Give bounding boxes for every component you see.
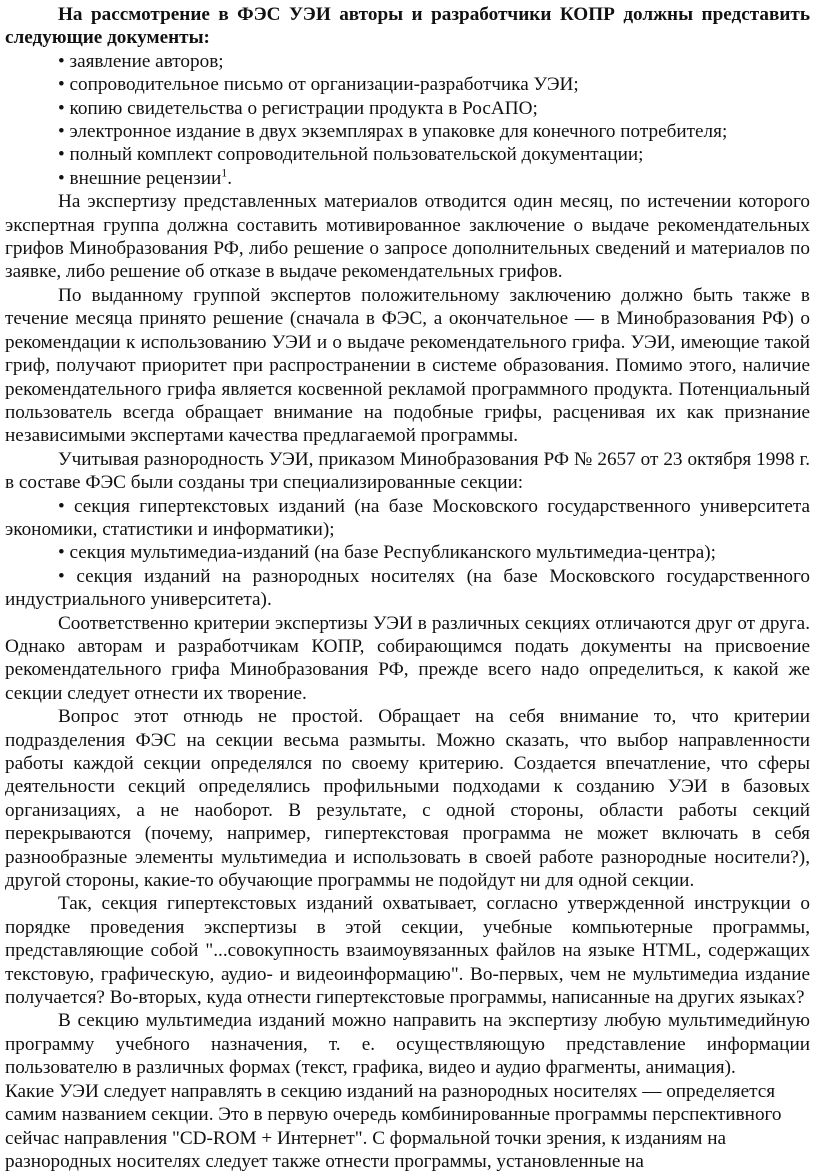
paragraph-hypertext: Так, секция гипертекстовых изданий охватывает, согласно утвержденной инструкции о порядке проведения экспертизы в этой секции, учебные компьютерные программы, представляющие собой "...совокупность взаимоувязанных файлов на языке HTML, содержащих текстовую, графическую, аудио- и видеоинформацию". Во-первых, чем не мультимедиа издание получается? Во-вторых, куда отнести гипертекстовые программы, написанные на других языках? [5, 893, 810, 1009]
bullet: • [58, 565, 65, 587]
paragraph-recommendation: По выданному группой экспертов положительному заключению должно быть также в течение месяца принято решение (сначала в ФЭС, а окончательное — в Минобразования РФ) о рекомендации к использованию УЭИ и о выдаче рекомендательного грифа. УЭИ, имеющие такой гриф, получают приоритет при распространении в системе образования. Помимо этого, наличие рекомендательного грифа является косвенной рекламой программного продукта. Потенциальный пользователь всегда обращает внимание на подобные грифы, расценивая их как признание независимыми экспертами качества предлагаемой программы. [5, 284, 810, 447]
paragraph-multimedia: В секцию мультимедиа изданий можно направить на экспертизу любую мультимедийную программу учебного назначения, т. е. осуществляющую представление информации пользователю в различных формах (текст, графика, видео и аудио фрагменты, анимация). [5, 1010, 810, 1079]
bullet: • [58, 495, 65, 517]
document-item: • полный комплект сопроводительной пользовательской документации; [58, 144, 644, 166]
paragraph-heterogeneous: Какие УЭИ следует направлять в секцию изданий на разнородных носителях — определяется самим названием секции. Это в первую очередь комбинированные программы перспективного сейчас направления "CD-ROM + Интернет". С формальной точки зрения, к изданиям на разнородных носителях следует также отнести программы, установленные на [5, 1080, 782, 1172]
document-page [0, 3, 816, 1172]
section-item: • секция изданий на разнородных носителях (на базе Московского государственного индустриального университета). [5, 565, 811, 611]
bullet: • [58, 97, 65, 119]
documents-heading: На рассмотрение в ФЭС УЭИ авторы и разработчики КОПР должны представить следующие документы: [5, 4, 810, 49]
footnote-ref[interactable]: 1 [221, 165, 228, 180]
document-item: • электронное издание в двух экземплярах в упаковке для конечного потребителя; [58, 121, 728, 143]
paragraph-review-period: На экспертизу представленных материалов отводится один месяц, по истечении которого экспертная группа должна составить мотивированное заключение о выдаче рекомендательных грифов Минобразования РФ, либо решение о запросе дополнительных сведений и материалов по заявке, либо решение об отказе в выдаче рекомендательных грифов. [5, 191, 810, 283]
bullet: • [58, 542, 65, 564]
document-item: • сопроводительное письмо от организации-разработчика УЭИ; [58, 74, 579, 96]
document-item: • заявление авторов; [58, 50, 224, 72]
bullet: • [58, 74, 65, 96]
bullet: • [58, 121, 65, 143]
paragraph-criteria: Соответственно критерии экспертизы УЭИ в различных секциях отличаются друг от друга. Однако авторам и разработчикам КОПР, собирающимся подать документы на присвоение рекомендательного грифа Минобразования РФ, прежде всего надо определиться, к какой же секции следует отнести их творение. [5, 612, 810, 704]
paragraph-sections-intro: Учитывая разнородность УЭИ, приказом Минобразования РФ № 2657 от 23 октября 1998 г. в составе ФЭС были созданы три специализированные секции: [5, 448, 810, 494]
bullet: • [58, 167, 65, 189]
document-item: • копию свидетельства о регистрации продукта в РосАПО; [58, 97, 538, 119]
document-item: • внешние рецензии$^1$. [58, 165, 233, 189]
paragraph-question: Вопрос этот отнюдь не простой. Обращает на себя внимание то, что критерии подразделения ФЭС на секции весьма размыты. Можно сказать, что выбор направленности работы каждой секции определялся по своему критерию. Создается впечатление, что сферы деятельности секций определялись профильными подходами к созданию УЭИ в базовых организациях, а не наоборот. В результате, с одной стороны, области работы секций перекрываются (почему, например, гипертекстовая программа не может включать в себя разнообразные элементы мультимедиа и использовать в своей работе разнородные носители?), другой стороны, какие-то обучающие программы не подойдут ни для одной секции. [5, 706, 810, 892]
bullet: • [58, 144, 65, 166]
section-item: • секция гипертекстовых изданий (на базе Московского государственного университета экономики, статистики и информатики); [5, 495, 811, 540]
section-item: • секция мультимедиа-изданий (на базе Республиканского мультимедиа-центра); [58, 542, 716, 564]
bullet: • [58, 50, 65, 72]
